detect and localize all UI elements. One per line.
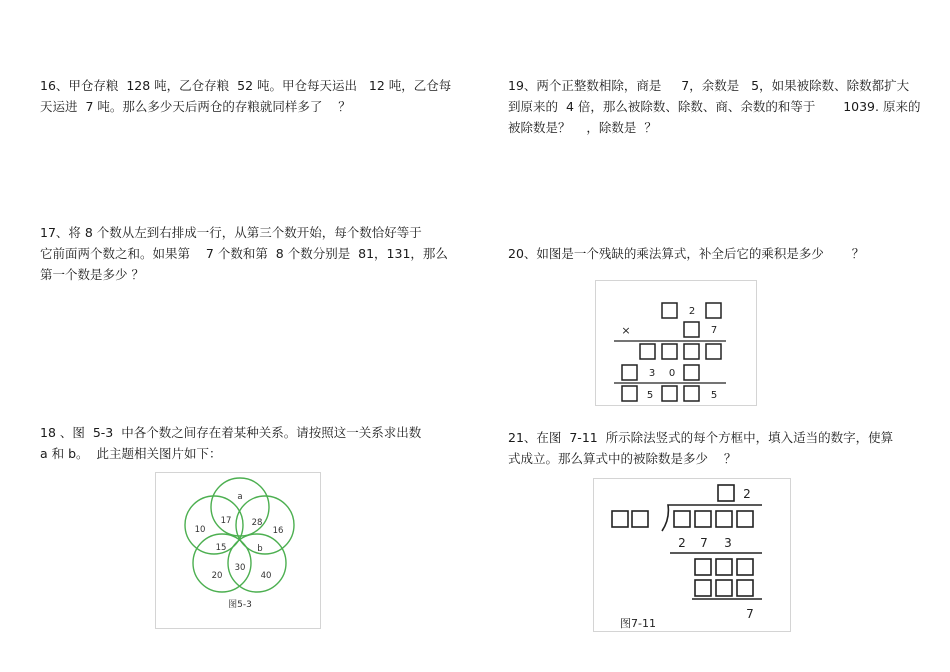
q19-line-1: 19、两个正整数相除，商是 7，余数是 5，如果被除数、除数都扩大 [508,78,910,93]
div-box [737,511,753,527]
fig53-20: 20 [211,571,223,581]
q19-line-3: 被除数是？ ，除数是 ？ [508,120,657,135]
div-quotient-2: 2 [743,487,751,501]
mult-box [684,322,699,337]
mult-box [706,344,721,359]
fig53-b: b [257,544,263,554]
div-box [716,580,732,596]
mult-box [684,344,699,359]
q21-line-1: 21、在图 7-11 所示除法竖式的每个方框中，填入适当的数字，使算 [508,430,894,445]
mult-box [622,386,637,401]
q17-line-1: 17、将 8 个数从左到右排成一行，从第三个数开始，每个数恰好等于 [40,225,422,240]
div-box [674,511,690,527]
question-16 [40,75,451,117]
q18-line-1: 18 、图 5-3 中各个数之间存在着某种关系。请按照这一关系求出数 [40,425,422,440]
multiplication-drawing [596,281,756,405]
mult-box [706,303,721,318]
mult-box [622,365,637,380]
mult-digit-2: 2 [688,306,696,317]
fig53-30: 30 [234,563,246,573]
mult-box [684,386,699,401]
q18-line-2: a 和 b。 此主题相关图片如下： [40,446,222,461]
div-box [718,485,734,501]
fig53-17: 17 [220,516,232,526]
figure-multiplication [595,280,757,406]
question-18 [40,422,421,464]
q17-line-2: 它前面两个数之和。如果第 7 个数和第 8 个数分别是 81，131，那么 [40,246,448,261]
div-digit-3: 3 [724,536,732,550]
fig53-16: 16 [272,526,284,536]
question-21 [508,427,893,469]
div-digit-2: 2 [678,536,686,550]
q17-line-3: 第一个数是多少 ？ [40,267,144,282]
fig53-28: 28 [251,518,263,528]
question-20 [508,243,864,264]
mult-digit-0: 0 [668,368,676,379]
fig711-caption: 图7-11 [620,617,656,630]
mult-box [640,344,655,359]
div-box [716,559,732,575]
q19-line-2: 到原来的 4 倍，那么被除数、除数、商、余数的和等于 1039. 原来的 [508,99,921,114]
fig53-15: 15 [215,543,227,553]
q21-line-2: 式成立。那么算式中的被除数是多少 ？ [508,451,737,466]
mult-digit-5a: 5 [646,390,654,401]
mult-box [662,344,677,359]
mult-digit-3: 3 [648,368,656,379]
mult-digit-5b: 5 [710,390,718,401]
q16-line-2: 天运进 7 吨。那么多少天后两仓的存粮就同样多了 ？ [40,99,351,114]
mult-times: × [621,324,631,337]
fig53-40: 40 [260,571,272,581]
mult-digit-7: 7 [710,325,718,336]
mult-box [662,303,677,318]
figure-5-3 [155,472,321,629]
figure-7-11 [593,478,791,632]
div-box [695,559,711,575]
figure-5-3-drawing [156,473,320,628]
div-digit-7: 7 [700,536,708,550]
div-box [612,511,628,527]
question-17 [40,222,448,285]
div-box [695,580,711,596]
fig53-caption: 图5-3 [228,600,252,610]
fig53-a: a [237,492,243,502]
question-19 [508,75,920,138]
q16-line-1: 16、甲仓存粮 128 吨，乙仓存粮 52 吨。甲仓每天运出 12 吨，乙仓每 [40,78,452,93]
div-box [737,559,753,575]
div-box [695,511,711,527]
fig53-10: 10 [194,525,206,535]
q20-line-1: 20、如图是一个残缺的乘法算式，补全后它的乘积是多少 ？ [508,246,865,261]
div-box [737,580,753,596]
mult-box [662,386,677,401]
div-remainder: 7 [746,607,754,621]
div-box [632,511,648,527]
mult-box [684,365,699,380]
division-drawing [594,479,790,631]
div-box [716,511,732,527]
